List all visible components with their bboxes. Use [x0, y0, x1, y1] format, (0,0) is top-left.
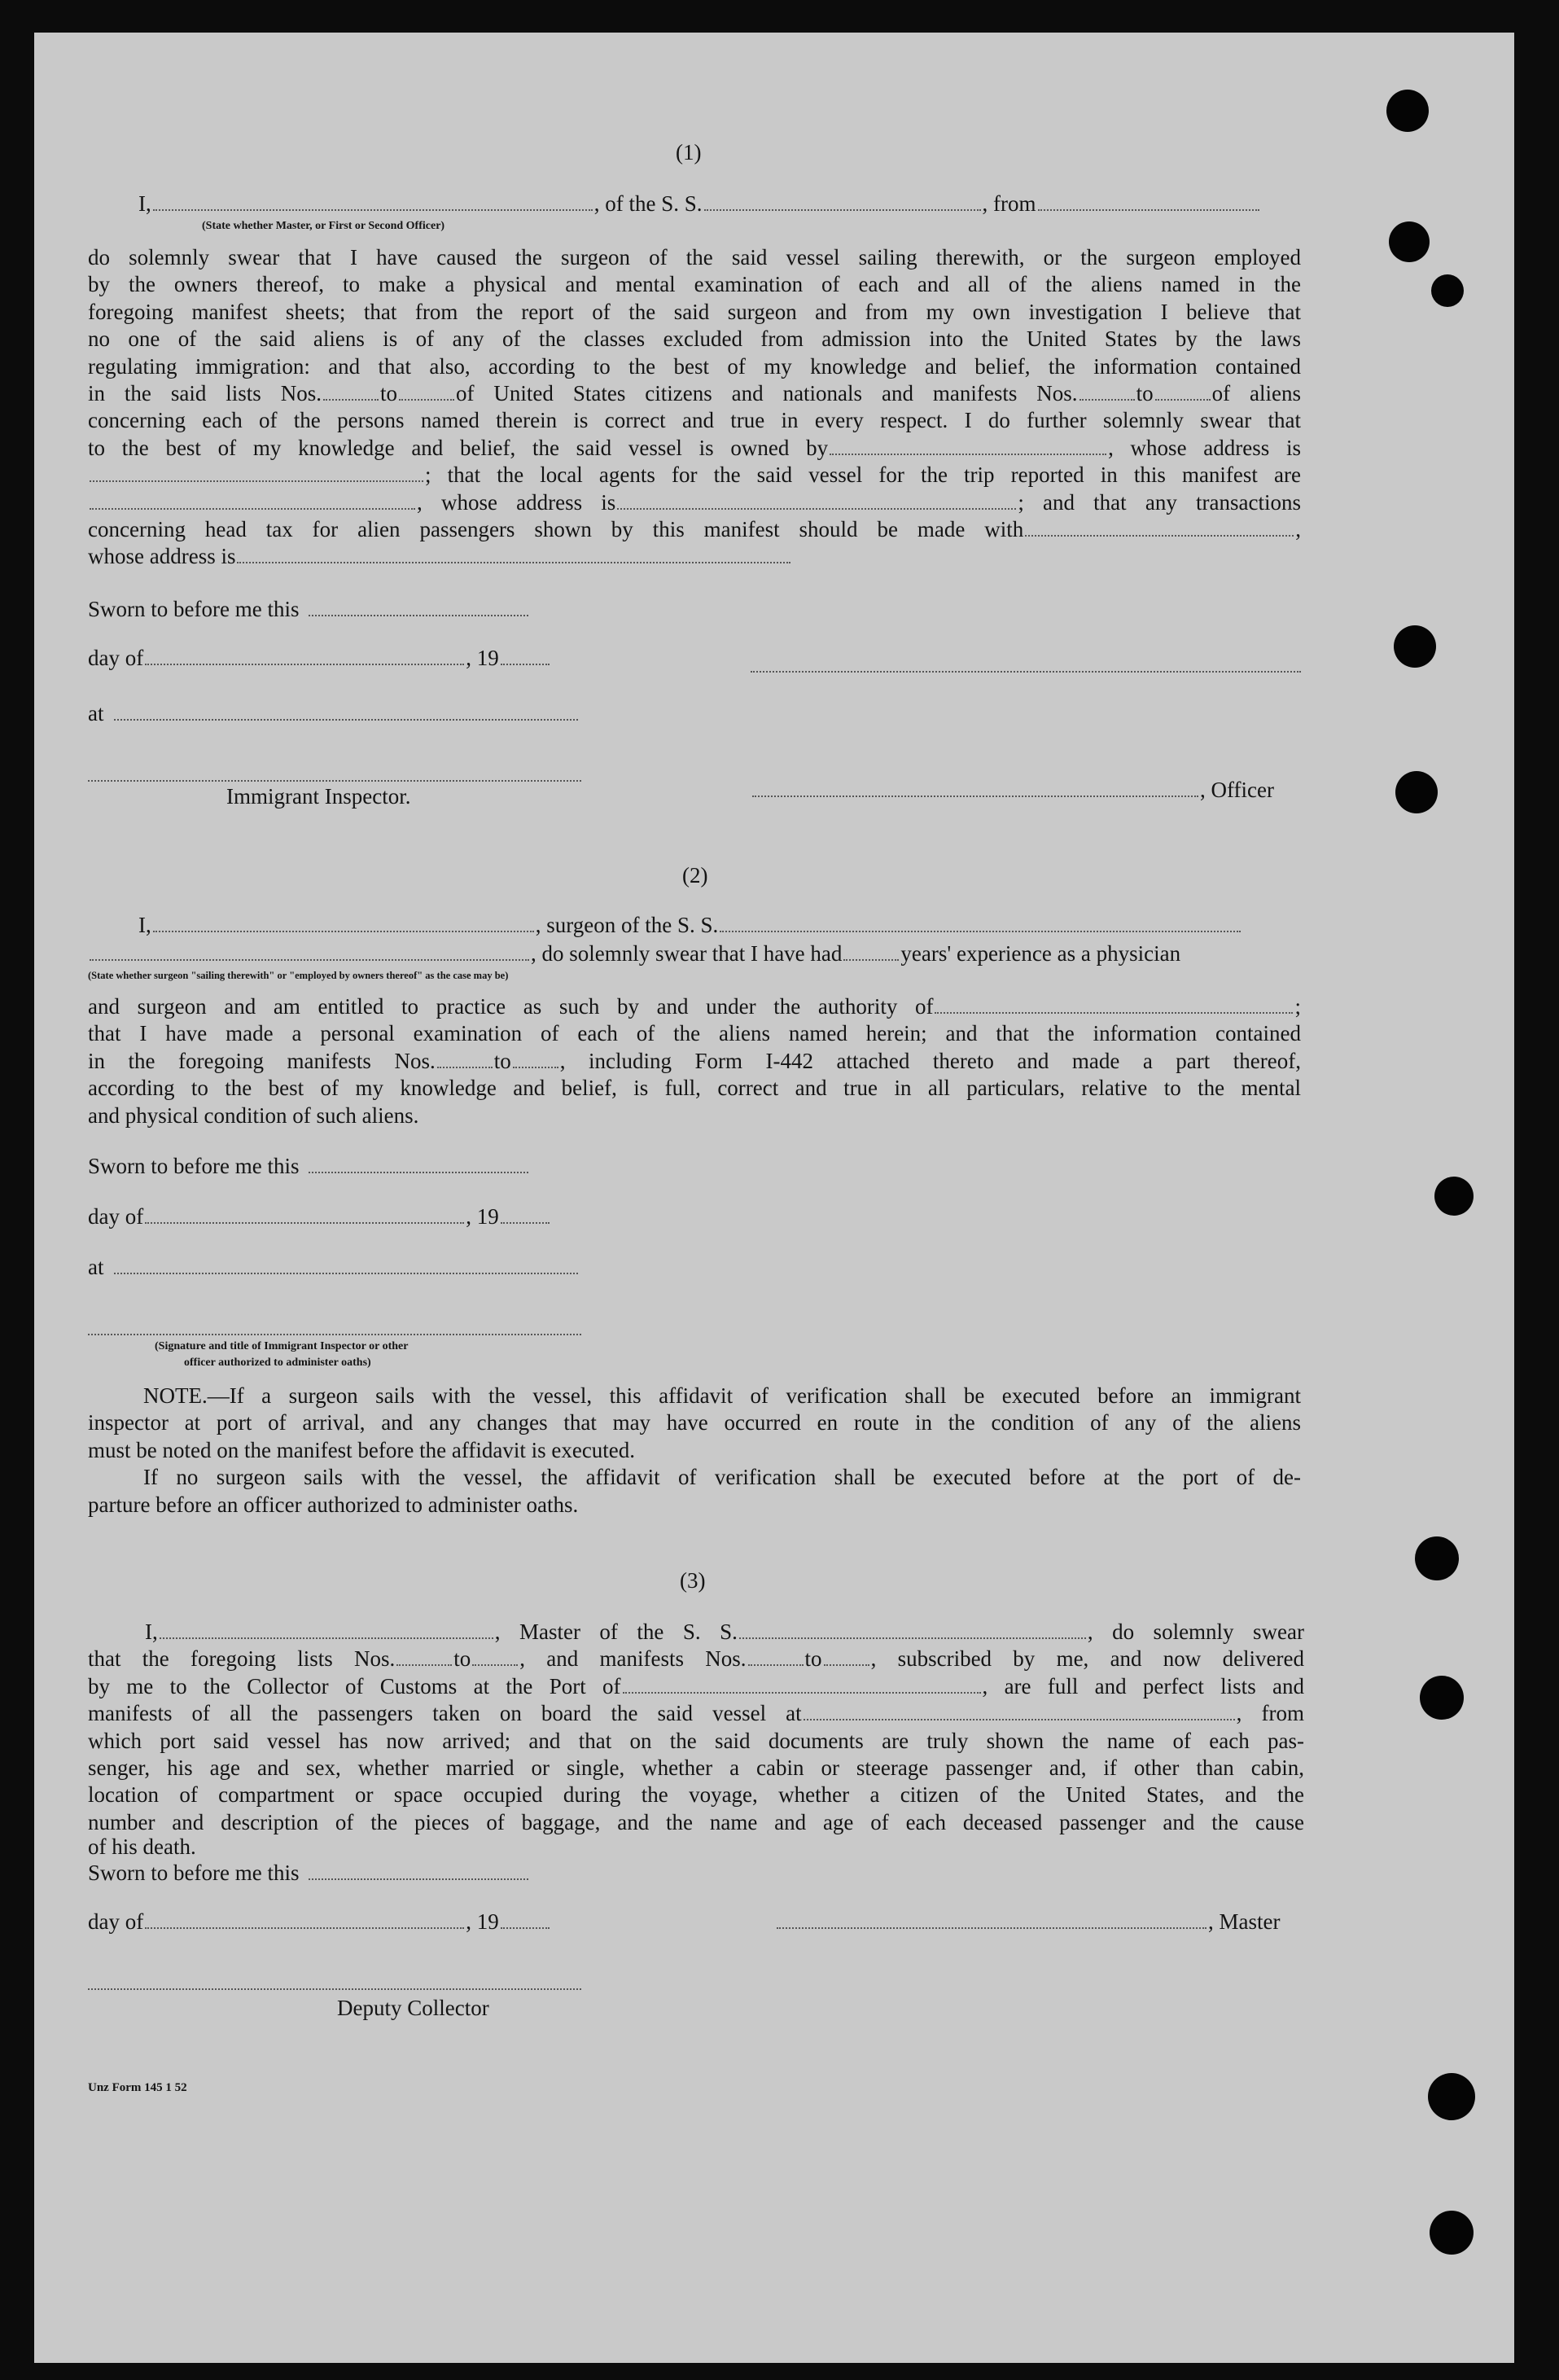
punch-hole	[1386, 90, 1429, 132]
sworn-line: Sworn to before me this	[88, 596, 530, 623]
field-caption: (State whether Master, or First or Second Officer)	[202, 220, 445, 232]
day-line: day of , 19	[88, 1203, 551, 1230]
master-line: , Master	[775, 1909, 1280, 1935]
signature-line	[88, 780, 581, 782]
sworn-line: Sworn to before me this	[88, 1153, 530, 1180]
section-number: (3)	[680, 1568, 706, 1593]
section2-line1: I, , surgeon of the S. S.	[138, 912, 1242, 939]
day-line: day of , 19	[88, 645, 551, 672]
signature-line	[751, 671, 1301, 673]
punch-hole	[1428, 2073, 1475, 2120]
section1-line1: I, , of the S. S. , from	[138, 191, 1261, 217]
section-number: (1)	[676, 140, 702, 164]
punch-hole	[1430, 2211, 1474, 2255]
punch-hole	[1395, 771, 1438, 813]
section1-body: do solemnly swear that I have caused the surgeon of the said vessel sailing therewith, or the surgeon employed by the owners thereof, to make a physical and mental examination of each and all of the aliens named in the foregoing manifest sheets; that from the report of the said surgeon and from my own investigation I believe that no one of the said aliens is of any of the classes excluded from admission into the United States by the laws regulating immigration: and that also, according to the best of my knowledge and belief, the information contained in the said lists Nos. to of United States citizens and nationals and manifests Nos. to of aliens concerning each of the persons named therein is correct and true in every respect. I do further solemnly swear that to the best of my knowledge and belief, the said vessel is owned by , whose address is ; that the local agents for the said vessel for the trip reported in this manifest are , whose address is ; and that any transactions concerning head tax for alien passengers shown by this manifest should be made with , whose address is	[88, 245, 1301, 569]
signature-caption: officer authorized to administer oaths)	[184, 1357, 371, 1369]
punch-hole	[1394, 625, 1436, 668]
punch-hole	[1389, 221, 1430, 262]
punch-hole	[1434, 1177, 1474, 1216]
section2-body: and surgeon and am entitled to practice as such by and under the authority of ; that I have made a personal examination of each of the aliens named herein; and that the information contained in the foregoing manifests Nos. to , including Form I-442 attached thereto and made a part thereof, according to the best of my knowledge and belief, is full, correct and true in all particulars, relative to the mental and physical condition of such aliens.	[88, 994, 1301, 1128]
punch-hole	[1431, 274, 1464, 307]
field-caption: (State whether surgeon "sailing therewith" or "employed by owners thereof" as the case may be)	[88, 970, 509, 981]
deputy-collector-label: Deputy Collector	[337, 1996, 489, 2020]
signature-line	[88, 1334, 581, 1335]
punch-hole	[1415, 1536, 1459, 1580]
inspector-label: Immigrant Inspector.	[226, 784, 411, 809]
signature-caption: (Signature and title of Immigrant Inspector or other	[155, 1340, 409, 1352]
note-block: NOTE.—If a surgeon sails with the vessel, this affidavit of verification shall be executed before an immigrant inspector at port of arrival, and any changes that may have occurred en route in the condition of any of the aliens must be noted on the manifest before the affidavit is executed. If no surgeon sails with the vessel, the affidavit of verification shall be executed before at the port of de- parture before an officer authorized to administer oaths.	[88, 1383, 1301, 1517]
punch-hole	[1420, 1676, 1464, 1720]
officer-line: , Officer	[751, 777, 1274, 804]
signature-line	[88, 1988, 581, 1990]
section2-line2: , do solemnly swear that I have had years' experience as a physician	[88, 940, 1180, 967]
at-line: at	[88, 1254, 580, 1281]
day-line: day of , 19	[88, 1909, 551, 1935]
section-number: (2)	[682, 863, 708, 888]
section3-body: I, , Master of the S. S. , do solemnly swear that the foregoing lists Nos. to , and manifests Nos. to , subscribed by me, and now delivered by me to the Collector of Customs at the Port of , are full and perfect lists and manifests of all the passengers taken on board the said vessel at , from which port said vessel has now arrived; and that on the said documents are truly shown the name of each pas- senger, his age and sex, whether married or single, whether a cabin or steerage passenger and, if other than cabin, location of compartment or space occupied during the voyage, whether a citizen of the United States, and the number and description of the pieces of baggage, and the name and age of each deceased passenger and the cause of his death.	[88, 1620, 1305, 1860]
at-line: at	[88, 700, 580, 727]
form-number: Unz Form 145 1 52	[88, 2081, 187, 2094]
sworn-line: Sworn to before me this	[88, 1860, 530, 1887]
